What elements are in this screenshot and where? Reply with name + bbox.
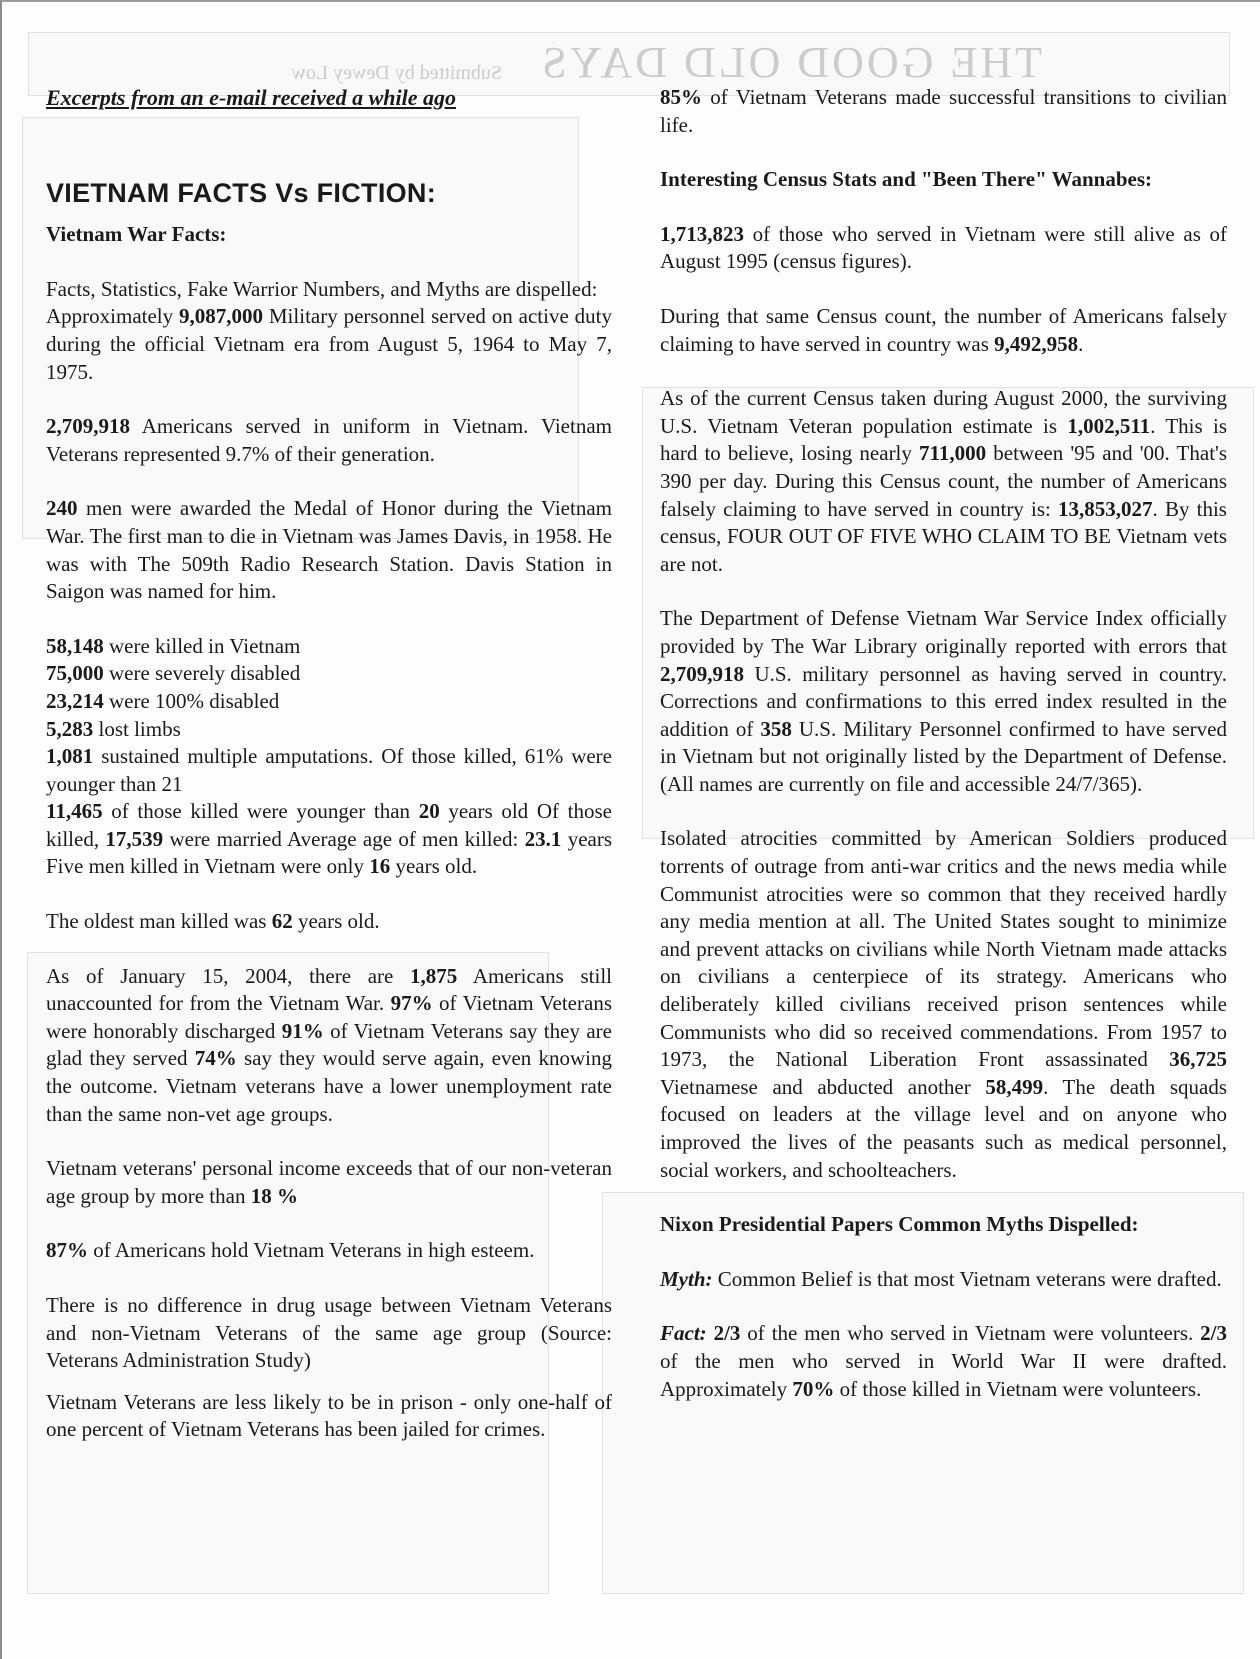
paragraph-unaccounted: As of January 15, 2004, there are 1,875 Americans still unaccounted for from the Vietnam War. 97% of Vietnam Veterans were honorably discharged 91% of Vietnam Veterans say they are glad they served 74% say they would serve again, even knowing the outcome. Vietnam veterans have a lower unemployment rate than the same non-vet age groups. <box>46 963 612 1126</box>
paragraph-military-personnel: Approximately 9,087,000 Military personnel served on active duty during the official Vietnam era from August 5, 1964 to May 7, 1975. <box>46 304 612 384</box>
paragraph-atrocities: Isolated atrocities committed by American Soldiers produced torrents of outrage from anti-war critics and the news media while Communist atrocities were so common that they received hardly any media mention at all. The United States sought to minimize and prevent attacks on civilians while North Vietnam made attacks on civilians a centerpiece of its strategy. Americans who deliberately killed civilians received prison sentences while Communists who did so received commendations. From 1957 to 1973, the National Liberation Front assassinated 36,725 Vietnamese and abducted another 58,499. The death squads focused on leaders at the village level and on anyone who improved the lives of the peasants such as medical personnel, social workers, and schoolteachers. <box>660 826 1227 1182</box>
paragraph-esteem: 87% of Americans hold Vietnam Veterans in high esteem. <box>46 1238 535 1263</box>
paragraph-served-uniform: 2,709,918 Americans served in uniform in Vietnam. Vietnam Veterans represented 9.7% of their generation. <box>46 414 612 466</box>
stat-amputations: 1,081 sustained multiple amputations. Of those killed, 61% were younger than 21 <box>46 744 612 796</box>
paragraph-income: Vietnam veterans' personal income exceeds that of our non-veteran age group by more than 18 % <box>46 1156 612 1208</box>
paragraph-myth: Myth: Common Belief is that most Vietnam veterans were drafted. <box>660 1266 1222 1291</box>
paragraph-oldest-man: The oldest man killed was 62 years old. <box>46 909 380 934</box>
bleed-through-subtitle: Submitted by Dewey Low <box>291 62 502 84</box>
paragraph-casualty-stats <box>46 633 612 881</box>
paragraph-intro: Facts, Statistics, Fake Warrior Numbers, and Myths are dispelled: <box>46 276 598 301</box>
paragraph-drug-usage: There is no difference in drug usage between Vietnam Veterans and non-Vietnam Veterans of the same age group (Source: Veterans Administration Study) <box>46 1293 612 1373</box>
section-heading-war-facts: Vietnam War Facts: <box>46 222 227 247</box>
paragraph-service-index: The Department of Defense Vietnam War Service Index officially provided by The War Library originally reported with errors that 2,709,918 U.S. military personnel as having served in country. Corrections and confirmations to this erred index resulted in the addition of 358 U.S. Military Personnel confirmed to have served in Vietnam but not originally listed by the Department of Defense. (All names are currently on file and accessible 24/7/365). <box>660 606 1227 796</box>
paragraph-fact: Fact: 2/3 of the men who served in Vietnam were volunteers. 2/3 of the men who served in World War II were drafted. Approximately 70% of those killed in Vietnam were volunteers. <box>660 1321 1228 1401</box>
stat-fully-disabled: 23,214 were 100% disabled <box>46 688 280 713</box>
stat-killed: 58,148 were killed in Vietnam <box>46 633 301 658</box>
paragraph-falsely-claiming: During that same Census count, the number of Americans falsely claiming to have served in country was 9,492,958. <box>660 303 1227 356</box>
excerpt-heading: Excerpts from an e-mail received a while ago <box>46 85 456 110</box>
section-heading-census: Interesting Census Stats and "Been There" Wannabes: <box>660 167 1153 192</box>
page-title: VIETNAM FACTS Vs FICTION: <box>46 177 437 208</box>
section-heading-nixon: Nixon Presidential Papers Common Myths Dispelled: <box>660 1212 1139 1237</box>
right-column <box>660 84 1227 1430</box>
left-column <box>46 84 612 1471</box>
bleed-through-title: THE GOOD OLD DAYS <box>539 38 1042 87</box>
stat-severely-disabled: 75,000 were severely disabled <box>46 661 301 686</box>
paragraph-census-2000: As of the current Census taken during August 2000, the surviving U.S. Vietnam Veteran population estimate is 1,002,511. This is hard to believe, losing nearly 711,000 between '95 and '00. That's 390 per day. During this Census count, the number of Americans falsely claiming to have served in country is: 13,853,027. By this census, FOUR OUT OF FIVE WHO CLAIM TO BE Vietnam vets are not. <box>660 386 1227 576</box>
paragraph-medal-of-honor: 240 men were awarded the Medal of Honor during the Vietnam War. The first man to die in Vietnam was James Davis, in 1958. He was with The 509th Radio Research Station. Davis Station in Saigon was named for him. <box>46 496 612 604</box>
paragraph-still-alive: 1,713,823 of those who served in Vietnam were still alive as of August 1995 (census figures). <box>660 221 1227 274</box>
paragraph-transitions: 85% of Vietnam Veterans made successful transitions to civilian life. <box>660 85 1227 137</box>
stat-ages: 11,465 of those killed were younger than 20 years old Of those killed, 17,539 were married Average age of men killed: 23.1 years Five men killed in Vietnam were only 16 years old. <box>46 799 612 879</box>
stat-lost-limbs: 5,283 lost limbs <box>46 716 181 741</box>
paragraph-prison: Vietnam Veterans are less likely to be in prison - only one-half of one percent of Vietnam Veterans has been jailed for crimes. <box>46 1389 612 1442</box>
